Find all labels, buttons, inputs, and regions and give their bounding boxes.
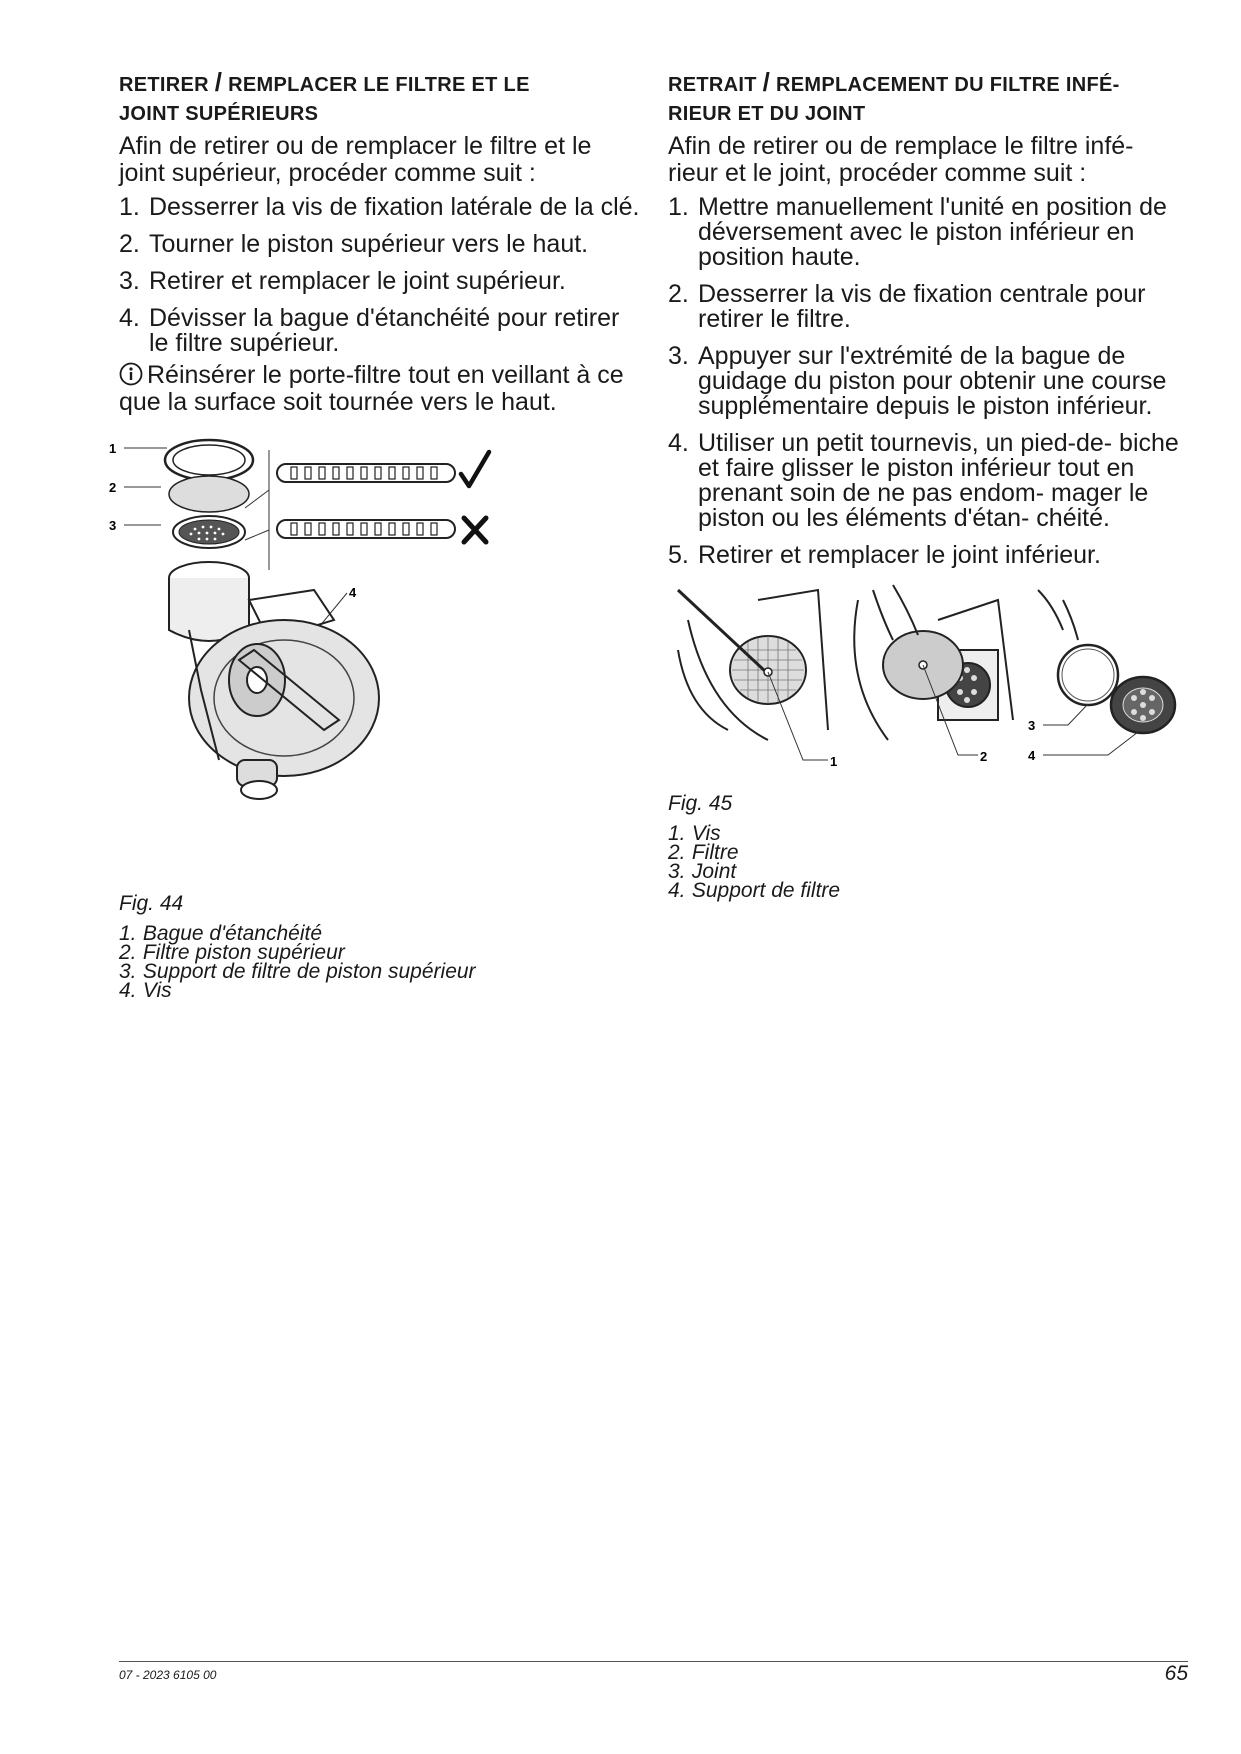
callout-2: 2 <box>109 480 117 495</box>
step-item <box>668 195 1188 270</box>
legend-number: 2. <box>119 941 137 964</box>
legend-item <box>668 824 1188 843</box>
figure-legend <box>119 924 644 1000</box>
step-text: Desserrer la vis de fixation centrale pour retirer le filtre. <box>698 280 1146 333</box>
legend-item <box>119 962 644 981</box>
intro-paragraph: Afin de retirer ou de remplace le filtre infé- rieur et le joint, procéder comme suit : <box>668 132 1134 187</box>
legend-text: Vis <box>691 822 721 845</box>
left-column <box>109 67 644 1002</box>
legend-number: 1. <box>119 922 137 945</box>
step-text: Desserrer la vis de fixation latérale de la clé. <box>149 193 640 221</box>
step-number: 4. <box>668 429 689 457</box>
legend-item <box>668 843 1188 862</box>
callout-4: 4 <box>349 585 357 600</box>
note-text: Réinsérer le porte-filtre tout en veillant à ce que la surface soit tournée vers le haut. <box>119 361 624 416</box>
step-item <box>119 232 644 257</box>
figure-label: Fig. 44 <box>119 892 184 915</box>
callout-1: 1 <box>830 754 838 769</box>
callout-3: 3 <box>109 518 117 533</box>
section-heading-upper-filter <box>119 68 644 129</box>
heading-text: REMPLACER LE FILTRE ET LE <box>228 74 530 96</box>
panel-seal <box>1028 590 1175 763</box>
figure-legend <box>668 824 1188 900</box>
heading-slash: / <box>214 67 223 97</box>
figure-44-caption <box>119 892 644 1000</box>
callout-4: 4 <box>1028 748 1036 763</box>
legend-text: Filtre <box>691 841 739 864</box>
panel-screw <box>678 590 837 769</box>
step-item <box>668 543 1188 568</box>
step-text: Retirer et remplacer le joint inférieur. <box>698 541 1101 569</box>
figure-45-caption <box>668 792 1188 900</box>
legend-text: Filtre piston supérieur <box>142 941 345 964</box>
step-number: 3. <box>668 342 689 370</box>
legend-item <box>668 881 1188 900</box>
step-text: Dévisser la bague d'étanchéité pour retirer le filtre supérieur. <box>149 304 620 357</box>
steps-list <box>119 195 644 356</box>
steps-list <box>668 195 1188 568</box>
panel-filter <box>854 585 1013 764</box>
legend-text: Vis <box>142 979 172 1002</box>
legend-number: 3. <box>668 860 686 883</box>
heading-slash: / <box>762 67 771 97</box>
info-note <box>119 362 644 416</box>
step-number: 2. <box>119 230 140 258</box>
heading-text: REMPLACEMENT DU FILTRE INFÉ- <box>776 74 1120 96</box>
section-heading-lower-filter <box>668 68 1188 129</box>
step-number: 5. <box>668 541 689 569</box>
step-number: 4. <box>119 304 140 332</box>
legend-text: Support de filtre de piston supérieur <box>142 960 476 983</box>
step-text: Utiliser un petit tournevis, un pied-de- biche et faire glisser le piston inférieur tout en prenant soin de ne pas endom- mager le piston ou les éléments d'étan- chéité. <box>698 429 1179 532</box>
callout-1: 1 <box>109 441 117 456</box>
legend-number: 1. <box>668 822 686 845</box>
legend-item <box>119 981 644 1000</box>
step-text: Appuyer sur l'extrémité de la bague de guidage du piston pour obtenir une course supplémentaire depuis le piston inférieur. <box>698 342 1167 420</box>
footer-divider <box>119 1661 1188 1662</box>
page-number: 65 <box>1164 1662 1188 1685</box>
step-number: 2. <box>668 280 689 308</box>
legend-text: Support de filtre <box>691 879 841 902</box>
step-text: Tourner le piston supérieur vers le haut. <box>149 230 589 258</box>
heading-text: RIEUR ET DU JOINT <box>668 103 866 125</box>
figure-45-illustration <box>668 580 1188 780</box>
callout-3: 3 <box>1028 718 1036 733</box>
checkmark-icon <box>461 452 489 486</box>
step-text: Retirer et remplacer le joint supérieur. <box>149 267 566 295</box>
step-number: 1. <box>668 193 689 221</box>
legend-text: Joint <box>691 860 737 883</box>
legend-number: 2. <box>668 841 686 864</box>
heading-text: RETRAIT <box>668 74 757 96</box>
figure-label: Fig. 45 <box>668 792 733 815</box>
step-text: Mettre manuellement l'unité en position de déversement avec le piston inférieur en position haute. <box>698 193 1167 271</box>
step-number: 3. <box>119 267 140 295</box>
step-number: 1. <box>119 193 140 221</box>
info-circle-icon <box>119 362 143 386</box>
right-column <box>668 68 1188 900</box>
step-item <box>119 306 644 356</box>
figure-44-illustration <box>109 430 529 840</box>
step-item <box>119 195 644 220</box>
step-item <box>668 431 1188 531</box>
step-item <box>668 344 1188 419</box>
heading-text: JOINT SUPÉRIEURS <box>119 103 319 125</box>
step-item <box>119 269 644 294</box>
legend-text: Bague d'étanchéité <box>142 922 322 945</box>
step-item <box>668 282 1188 332</box>
cross-icon <box>464 518 486 542</box>
callout-2: 2 <box>980 749 988 764</box>
document-code: 07 - 2023 6105 00 <box>119 1668 217 1682</box>
intro-paragraph: Afin de retirer ou de remplacer le filtre et le joint supérieur, procéder comme suit : <box>119 132 592 187</box>
legend-number: 4. <box>119 979 137 1002</box>
heading-text: RETIRER <box>119 74 209 96</box>
legend-number: 4. <box>668 879 686 902</box>
legend-number: 3. <box>119 960 137 983</box>
